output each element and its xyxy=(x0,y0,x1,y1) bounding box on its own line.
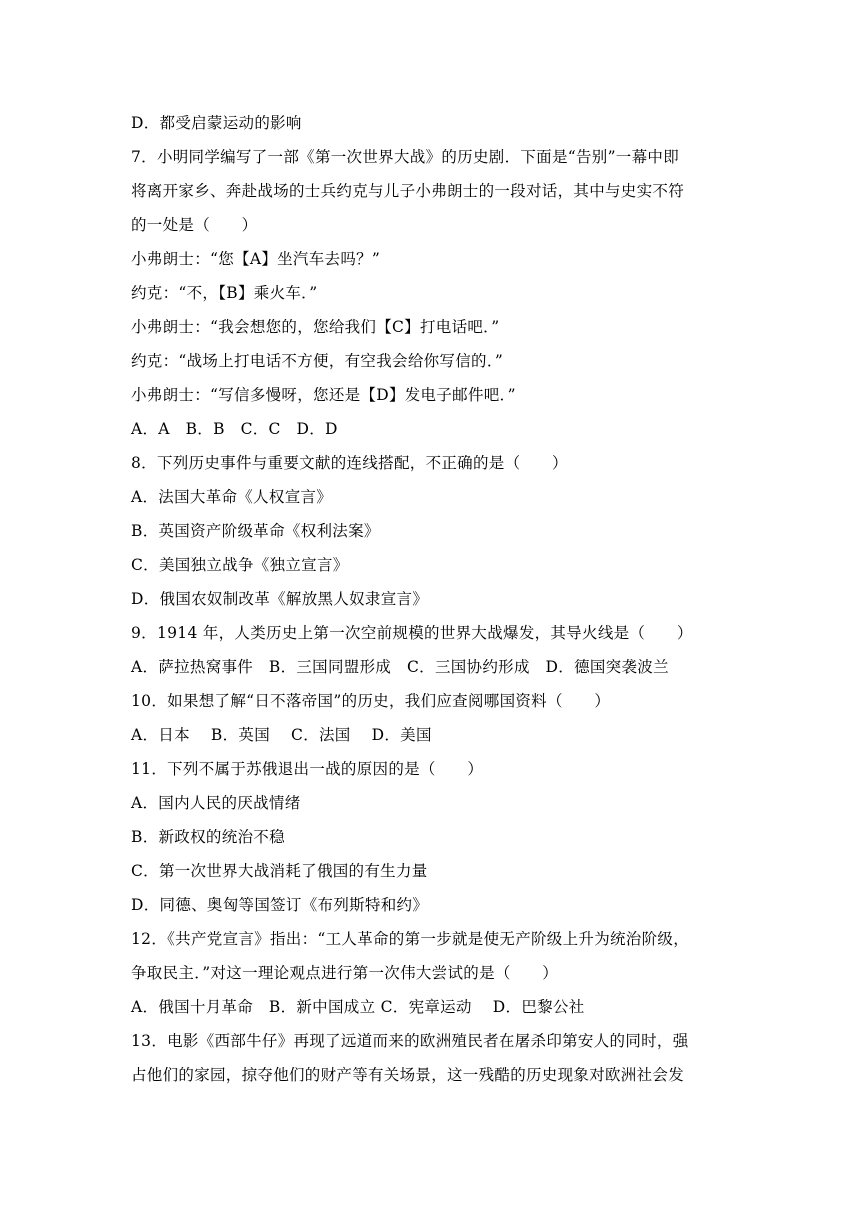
question-12-line-2: 争取民主．”对这一理论观点进行第一次伟大尝试的是（ ） xyxy=(131,964,559,982)
question-7-line-3: 的一处是（ ） xyxy=(131,216,258,234)
question-8-option-d: D．俄国农奴制改革《解放黑人奴隶宣言》 xyxy=(131,590,429,608)
question-12-line-1: 12．《共产党宣言》指出：“工人革命的第一步就是使无产阶级上升为统治阶级， xyxy=(131,930,689,948)
question-11-option-a: A．国内人民的厌战情绪 xyxy=(131,794,301,812)
question-7-line-1: 7．小明同学编写了一部《第一次世界大战》的历史剧．下面是“告别”一幕中即 xyxy=(131,148,680,166)
question-8-option-b: B．英国资产阶级革命《权利法案》 xyxy=(131,522,380,540)
question-7-options: A．A B．B C．C D．D xyxy=(131,420,338,438)
question-11-option-c: C．第一次世界大战消耗了俄国的有生力量 xyxy=(131,862,428,880)
dialogue-line: 小弗朗士：“写信多慢呀，您还是【D】发电子邮件吧．” xyxy=(131,386,516,404)
question-9-options: A．萨拉热窝事件 B．三国同盟形成 C．三国协约形成 D．德国突袭波兰 xyxy=(131,658,669,676)
question-11: 11．下列不属于苏俄退出一战的原因的是（ ） xyxy=(131,760,484,778)
question-9: 9．1914 年，人类历史上第一次空前规模的世界大战爆发，其导火线是（ ） xyxy=(131,624,693,642)
question-7-line-2: 将离开家乡、奔赴战场的士兵约克与儿子小弗朗士的一段对话，其中与史实不符 xyxy=(131,182,685,200)
question-11-option-d: D．同德、奥匈等国签订《布列斯特和约》 xyxy=(131,896,429,914)
dialogue-line: 小弗朗士：“我会想您的，您给我们【C】打电话吧．” xyxy=(131,318,500,336)
dialogue-line: 约克：“战场上打电话不方便，有空我会给你写信的．” xyxy=(131,352,504,370)
question-10: 10．如果想了解“日不落帝国”的历史，我们应查阅哪国资料（ ） xyxy=(131,692,611,710)
question-8: 8．下列历史事件与重要文献的连线搭配，不正确的是（ ） xyxy=(131,454,568,472)
question-12-options: A．俄国十月革命 B．新中国成立 C．宪章运动 D．巴黎公社 xyxy=(131,998,585,1016)
dialogue-line: 约克：“不，【B】乘火车．” xyxy=(131,284,318,302)
question-10-options: A．日本 B．英国 C．法国 D．美国 xyxy=(131,726,432,744)
option-d-q6: D．都受启蒙运动的影响 xyxy=(131,114,302,132)
question-13-line-1: 13．电影《西部牛仔》再现了远道而来的欧洲殖民者在屠杀印第安人的同时，强 xyxy=(131,1032,689,1050)
document-content xyxy=(131,106,731,1092)
question-8-option-a: A．法国大革命《人权宣言》 xyxy=(131,488,333,506)
question-11-option-b: B．新政权的统治不稳 xyxy=(131,828,285,846)
question-13-line-2: 占他们的家园，掠夺他们的财产等有关场景，这一残酷的历史现象对欧洲社会发 xyxy=(131,1066,685,1084)
question-8-option-c: C．美国独立战争《独立宣言》 xyxy=(131,556,349,574)
dialogue-line: 小弗朗士：“您【A】坐汽车去吗？” xyxy=(131,250,381,268)
